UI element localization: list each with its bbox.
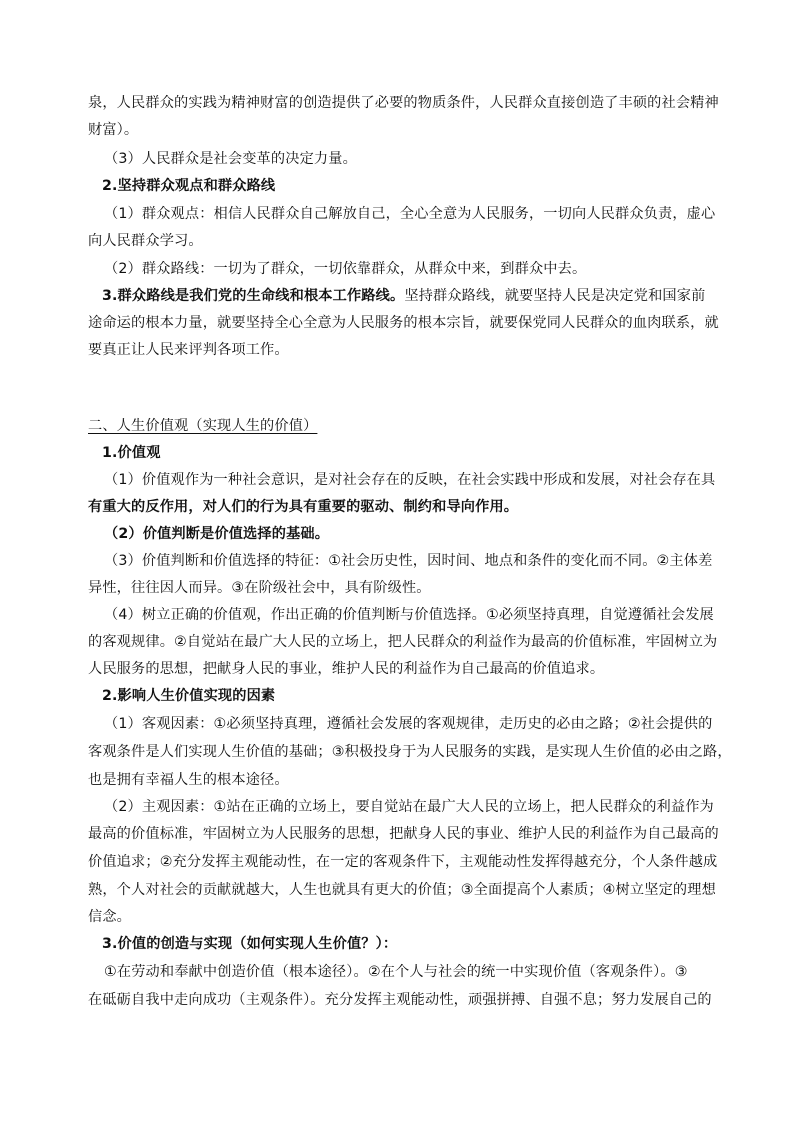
paragraph-line: 途命运的根本力量，就要坚持全心全意为人民服务的根本宗旨，就要保党同人民群众的血肉联系，就 [88,315,719,331]
list-item-2-mass-line: （2）群众路线：一切为了群众，一切依靠群众，从群众中来，到群众中去。 [104,261,587,277]
list-item-1-objective-factors: （1）客观因素：①必须坚持真理，遵循社会发展的客观规律，走历史的必由之路；②社会提供的 [104,716,713,732]
bold-lead-text: 3.群众路线是我们党的生命线和根本工作路线。 [102,288,405,304]
paragraph-mass-line-lifeline [102,286,705,306]
list-item-4-correct-values: （4）树立正确的价值观，作出正确的价值判断与价值选择。①必须坚持真理，自觉遵循社会发展 [104,607,714,623]
paragraph-line: 价值追求；②充分发挥主观能动性，在一定的客观条件下，主观能动性发挥得越充分，个人条件越成 [88,854,718,870]
list-item-1-mass-viewpoint: （1）群众观点：相信人民群众自己解放自己，全心全意为人民服务，一切向人民群众负责，虚心 [104,206,716,222]
paragraph-line: 要真正让人民来评判各项工作。 [88,342,289,358]
list-item-1-values: （1）价值观作为一种社会意识，是对社会存在的反映，在社会实践中形成和发展，对社会存在具 [104,472,716,488]
list-item-2-subjective-factors: （2）主观因素：①站在正确的立场上，要自觉站在最广大人民的立场上，把人民群众的利益作为 [104,799,714,815]
paragraph-line: 也是拥有幸福人生的根本途径。 [88,772,289,788]
paragraph-line: 人民服务的思想，把献身人民的事业，维护人民的利益作为自己最高的价值追求。 [88,661,605,677]
paragraph-line: 财富）。 [88,122,139,138]
paragraph-line: 的客观规律。②自觉站在最广大人民的立场上，把人民群众的利益作为最高的价值标准，牢固树立为 [88,634,718,650]
section-heading-value-creation: 3.价值的创造与实现（如何实现人生价值？）： [102,936,398,952]
paragraph-line: 熟，个人对社会的贡献就越大，人生也就具有更大的价值；③全面提高个人素质；④树立坚定的理想 [88,882,716,898]
list-item-3-value-features: （3）价值判断和价值选择的特征：①社会历史性，因时间、地点和条件的变化而不同。②主体差 [104,553,713,569]
list-item-3-masses-social-change: （3）人民群众是社会变革的决定力量。 [104,151,357,167]
paragraph-line: 泉，人民群众的实践为精神财富的创造提供了必要的物质条件，人民群众直接创造了丰硕的社会精神 [88,95,719,111]
paragraph-text: 坚持群众路线，就要坚持人民是决定党和国家前 [404,288,706,304]
paragraph-line: 信念。 [88,909,132,925]
section-heading-mass-viewpoint: 2.坚持群众观点和群众路线 [102,178,276,194]
section-heading-values: 1.价值观 [102,445,161,461]
paragraph-line: 客观条件是人们实现人生价值的基础；③积极投身于为人民服务的实践，是实现人生价值的必由之路， [88,744,732,760]
paragraph-value-creation: ①在劳动和奉献中创造价值（根本途径）。②在个人与社会的统一中实现价值（客观条件）。③ [104,964,688,980]
paragraph-line: 在砥砺自我中走向成功（主观条件）。充分发挥主观能动性，顽强拼搏、自强不息；努力发展自己的 [88,992,712,1008]
section-heading-life-value-factors: 2.影响人生价值实现的因素 [102,688,276,704]
paragraph-line: 向人民群众学习。 [88,233,203,249]
paragraph-line: 有重大的反作用，对人们的行为具有重要的驱动、制约和导向作用。 [88,499,519,515]
list-item-2-value-judgment: （2）价值判断是价值选择的基础。 [104,526,330,542]
section-title-life-values: 二、人生价值观（实现人生的价值） [88,418,318,434]
paragraph-line: 最高的价值标准，牢固树立为人民服务的思想，把献身人民的事业、维护人民的利益作为自己最高的 [88,826,719,842]
paragraph-line: 异性，往往因人而异。③在阶级社会中，具有阶级性。 [88,580,431,596]
